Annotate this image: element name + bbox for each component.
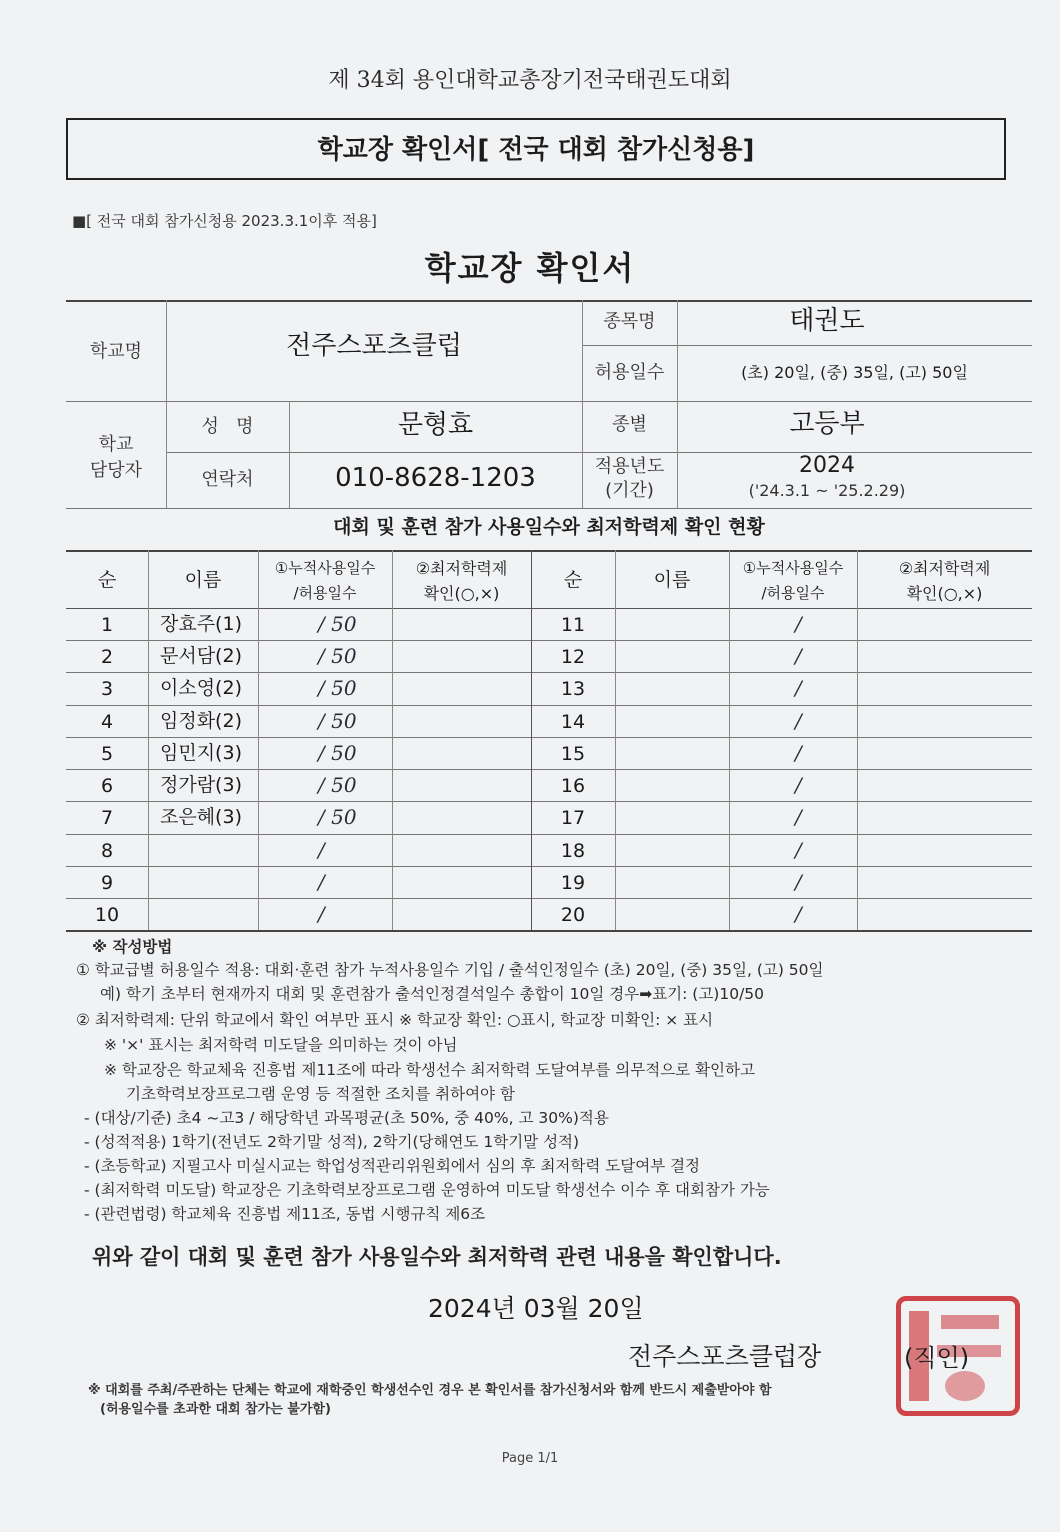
header-no-left: 순 xyxy=(97,569,117,591)
row-14-number: 14 xyxy=(560,711,586,733)
note-unmet: - (최저학력 미도달) 학교장은 기초학력보장프로그램 운영하여 미도달 학생선수 이수 후 대회참가 가능 xyxy=(84,1181,770,1199)
note-2-principal: ※ 학교장은 학교체육 진흥법 제11조에 따라 학생선수 최저학력 도달여부를 의무적으로 확인하고 xyxy=(104,1061,755,1079)
year-label: 적용년도 (기간) xyxy=(594,456,665,501)
confirmation-statement: 위와 같이 대회 및 훈련 참가 사용일수와 최저학력 관련 내용을 확인합니다. xyxy=(92,1245,782,1269)
note-law: - (관련법령) 학교체육 진흥법 제11조, 동법 시행규칙 제6조 xyxy=(84,1205,486,1223)
contact-value: 010-8628-1203 xyxy=(335,463,536,493)
row-18-number: 18 xyxy=(560,840,586,862)
row-20-number: 20 xyxy=(560,904,586,926)
footnote-submit: ※ 대회를 주최/주관하는 단체는 학교에 재학중인 학생선수인 경우 본 확인서를 참가신청서와 함께 반드시 제출받아야 함 xyxy=(88,1383,772,1398)
seal-label: (직인) xyxy=(904,1344,970,1372)
row-5-name: 임민지(3) xyxy=(160,742,242,764)
row-3-number: 3 xyxy=(100,678,114,700)
table-title: 대회 및 훈련 참가 사용일수와 최저학력제 확인 현황 xyxy=(333,516,765,538)
note-elementary: - (초등학교) 지필고사 미실시교는 학업성적관리위원회에서 심의 후 최저학력 도달여부 결정 xyxy=(84,1157,701,1175)
person-name-label: 성 명 xyxy=(201,416,254,437)
row-11-days: / xyxy=(795,612,802,636)
row-8-days: / xyxy=(318,838,325,862)
row-18-days: / xyxy=(795,838,802,862)
row-13-days: / xyxy=(795,676,802,700)
row-10-days: / xyxy=(318,902,325,926)
row-4-days: / 50 xyxy=(318,709,357,733)
header-name-left: 이름 xyxy=(184,569,222,591)
row-15-number: 15 xyxy=(560,743,586,765)
row-9-days: / xyxy=(318,870,325,894)
row-10-number: 10 xyxy=(94,904,120,926)
year-value: 2024 xyxy=(799,453,855,478)
period-value: ('24.3.1 ~ '25.2.29) xyxy=(748,481,906,500)
event-value: 태권도 xyxy=(789,306,865,336)
row-16-number: 16 xyxy=(560,775,586,797)
contact-label: 연락처 xyxy=(201,469,254,490)
row-17-number: 17 xyxy=(560,807,586,829)
school-name-label: 학교명 xyxy=(89,341,143,362)
event-label: 종목명 xyxy=(603,311,656,332)
row-2-name: 문서담(2) xyxy=(160,645,242,667)
row-2-days: / 50 xyxy=(318,644,357,668)
allowed-days-value: (초) 20일, (중) 35일, (고) 50일 xyxy=(741,363,968,382)
row-7-number: 7 xyxy=(100,807,114,829)
person-name-value: 문형효 xyxy=(397,410,474,440)
form-note: ■[ 전국 대회 참가신청용 2023.3.1이후 적용] xyxy=(72,212,377,230)
row-13-number: 13 xyxy=(560,678,586,700)
row-19-days: / xyxy=(795,870,802,894)
row-4-name: 임정화(2) xyxy=(160,710,242,732)
row-8-number: 8 xyxy=(100,840,114,862)
header-check-left: ②최저학력제 확인(○,×) xyxy=(415,559,508,603)
note-grades: - (성적적용) 1학기(전년도 2학기말 성적), 2학기(당해연도 1학기말 성적) xyxy=(84,1133,580,1151)
row-1-name: 장효주(1) xyxy=(160,613,242,635)
division-value: 고등부 xyxy=(789,409,865,439)
form-title: 학교장 확인서 xyxy=(424,249,636,287)
document-title-box xyxy=(66,118,1006,180)
competition-title: 제 34회 용인대학교총장기전국태권도대회 xyxy=(328,68,732,93)
row-11-number: 11 xyxy=(560,614,586,636)
row-3-name: 이소영(2) xyxy=(160,677,242,699)
note-1-example: 예) 학기 초부터 현재까지 대회 및 훈련참가 출석인정결석일수 총합이 10일 경우➡표기: (고)10/50 xyxy=(100,985,765,1003)
row-6-days: / 50 xyxy=(318,773,357,797)
row-3-days: / 50 xyxy=(318,676,357,700)
row-6-number: 6 xyxy=(100,775,114,797)
row-20-days: / xyxy=(795,902,802,926)
notes-heading: ※ 작성방법 xyxy=(92,938,173,956)
row-5-number: 5 xyxy=(100,743,114,765)
allowed-days-label: 허용일수 xyxy=(594,362,665,383)
header-name-right: 이름 xyxy=(653,569,691,591)
header-days-right: ①누적사용일수 /허용일수 xyxy=(742,559,844,602)
row-2-number: 2 xyxy=(100,646,114,668)
document-title: 학교장 확인서[ 전국 대회 참가신청용] xyxy=(317,135,755,165)
row-7-days: / 50 xyxy=(318,805,357,829)
signer-name: 전주스포츠클럽장 xyxy=(628,1342,822,1371)
row-4-number: 4 xyxy=(100,711,114,733)
row-1-days: / 50 xyxy=(318,612,357,636)
row-1-number: 1 xyxy=(100,614,114,636)
header-days-left: ①누적사용일수 /허용일수 xyxy=(274,559,376,602)
row-19-number: 19 xyxy=(560,872,586,894)
issue-date: 2024년 03월 20일 xyxy=(428,1294,644,1323)
header-no-right: 순 xyxy=(563,569,583,591)
note-2-principal-cont: 기초학력보장프로그램 운영 등 적절한 조치를 취하여야 함 xyxy=(126,1085,515,1103)
header-check-right: ②최저학력제 확인(○,×) xyxy=(898,559,991,603)
row-16-days: / xyxy=(795,773,802,797)
row-15-days: / xyxy=(795,741,802,765)
manager-label: 학교 담당자 xyxy=(89,434,143,481)
note-2: ② 최저학력제: 단위 학교에서 확인 여부만 표시 ※ 학교장 확인: ○표시, 학교장 미확인: × 표시 xyxy=(76,1011,714,1029)
row-9-number: 9 xyxy=(100,872,114,894)
footnote-limit: (허용일수를 초과한 대회 참가는 불가함) xyxy=(100,1402,331,1417)
row-7-name: 조은혜(3) xyxy=(160,806,242,828)
note-target: - (대상/기준) 초4 ~고3 / 해당학년 과목평균(초 50%, 중 40%, 고 30%)적용 xyxy=(84,1109,609,1127)
row-12-number: 12 xyxy=(560,646,586,668)
row-17-days: / xyxy=(795,805,802,829)
division-label: 종별 xyxy=(612,414,647,435)
school-name-value: 전주스포츠클럽 xyxy=(286,331,462,361)
row-12-days: / xyxy=(795,644,802,668)
row-14-days: / xyxy=(795,709,802,733)
row-5-days: / 50 xyxy=(318,741,357,765)
note-2-remark: ※ '×' 표시는 최저학력 미도달을 의미하는 것이 아님 xyxy=(104,1036,458,1054)
page-number: Page 1/1 xyxy=(501,1451,559,1466)
row-6-name: 정가람(3) xyxy=(160,774,242,796)
note-1: ① 학교급별 허용일수 적용: 대회·훈련 참가 누적사용일수 기입 / 출석인정일수 (초) 20일, (중) 35일, (고) 50일 xyxy=(76,961,824,979)
